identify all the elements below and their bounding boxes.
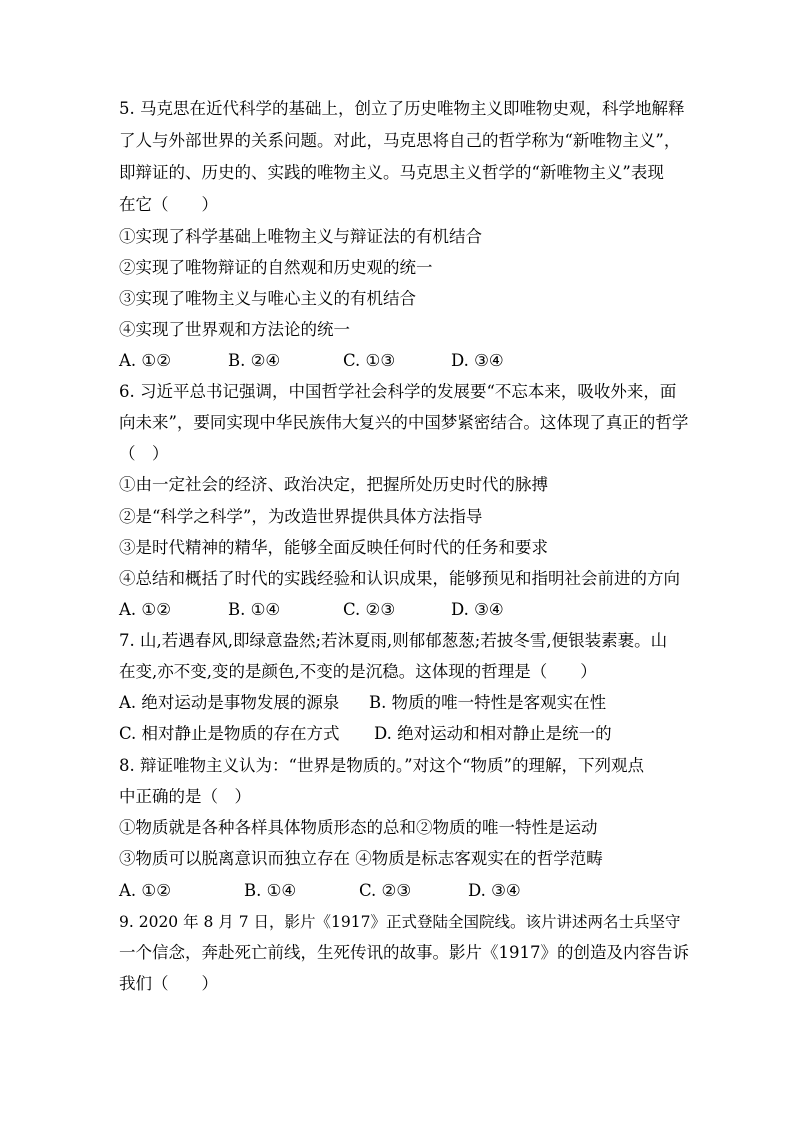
q5-stem-line-2: 了人与外部世界的关系问题。对此，马克思将自己的哲学称为“新唯物主义”，	[119, 131, 681, 150]
q7-options-row-1	[119, 692, 679, 714]
q5-item-2: ②实现了唯物辩证的自然观和历史观的统一	[119, 258, 433, 277]
q8-option-d: D. ③④	[468, 881, 521, 900]
q7-option-a: A. 绝对运动是事物发展的源泉	[119, 693, 340, 712]
q5-options	[119, 350, 539, 372]
q5-option-c: C. ①③	[343, 351, 396, 370]
q5-stem-line-3: 即辩证的、历史的、实践的唯物主义。马克思主义哲学的“新唯物主义”表现	[119, 163, 664, 182]
q8-option-a: A. ①②	[119, 881, 171, 900]
q9-stem-line-3: 我们（ ）	[119, 974, 218, 993]
q7-option-b: B. 物质的唯一特性是客观实在性	[369, 693, 607, 712]
q5-option-b: B. ②④	[228, 351, 281, 370]
q5-item-1: ①实现了科学基础上唯物主义与辩证法的有机结合	[119, 227, 482, 246]
q6-option-c: C. ②③	[343, 600, 396, 619]
q7-options-row-2	[119, 723, 679, 745]
q7-stem-line-1: 7. 山,若遇春风,即绿意盎然;若沐夏雨,则郁郁葱葱;若披冬雪,便银装素裹。山	[119, 631, 668, 650]
q5-option-d: D. ③④	[451, 351, 504, 370]
q5-item-3: ③实现了唯物主义与唯心主义的有机结合	[119, 289, 416, 308]
q6-option-d: D. ③④	[451, 600, 504, 619]
q6-option-a: A. ①②	[119, 600, 171, 619]
q8-option-b: B. ①④	[244, 881, 297, 900]
q6-item-2: ②是“科学之科学”，为改造世界提供具体方法指导	[119, 507, 483, 526]
q9-stem-line-2: 一个信念，奔赴死亡前线，生死传讯的故事。影片《1917》的创造及内容告诉	[119, 943, 689, 962]
q8-stem-line-2: 中正确的是（ ）	[119, 787, 251, 806]
q7-option-c: C. 相对静止是物质的存在方式	[119, 724, 340, 743]
q7-option-d: D. 绝对运动和相对静止是统一的	[374, 724, 612, 743]
q7-stem-line-2: 在变,亦不变,变的是颜色,不变的是沉稳。这体现的哲理是（ ）	[119, 662, 597, 681]
q6-stem-line-1: 6. 习近平总书记强调，中国哲学社会科学的发展要“不忘本来，吸收外来，面	[119, 382, 677, 401]
q8-options	[119, 880, 559, 902]
q8-stem-line-1: 8. 辩证唯物主义认为：“世界是物质的。”对这个“物质”的理解，下列观点	[119, 756, 644, 775]
q5-option-a: A. ①②	[119, 351, 171, 370]
q6-item-3: ③是时代精神的精华，能够全面反映任何时代的任务和要求	[119, 538, 548, 557]
q5-stem-line-1: 5. 马克思在近代科学的基础上，创立了历史唯物主义即唯物史观，科学地解释	[119, 99, 685, 118]
q6-options	[119, 599, 539, 621]
q8-option-c: C. ②③	[359, 881, 412, 900]
q6-option-b: B. ①④	[228, 600, 281, 619]
q6-item-4: ④总结和概括了时代的实践经验和认识成果，能够预见和指明社会前进的方向	[119, 569, 680, 588]
q5-item-4: ④实现了世界观和方法论的统一	[119, 320, 350, 339]
q6-stem-line-2: 向未来”，要同实现中华民族伟大复兴的中国梦紧密结合。这体现了真正的哲学	[119, 413, 689, 432]
q8-item-row-1: ①物质就是各种各样具体物质形态的总和②物质的唯一特性是运动	[119, 818, 598, 837]
q6-item-1: ①由一定社会的经济、政治决定，把握所处历史时代的脉搏	[119, 475, 548, 494]
q6-stem-line-3: （ ）	[119, 444, 169, 463]
q9-stem-line-1: 9. 2020 年 8 月 7 日，影片《1917》正式登陆全国院线。该片讲述两名士兵坚守	[119, 913, 681, 931]
q8-item-row-2: ③物质可以脱离意识而独立存在 ④物质是标志客观实在的哲学范畴	[119, 849, 603, 868]
q5-stem-line-4: 在它（ ）	[119, 195, 218, 214]
